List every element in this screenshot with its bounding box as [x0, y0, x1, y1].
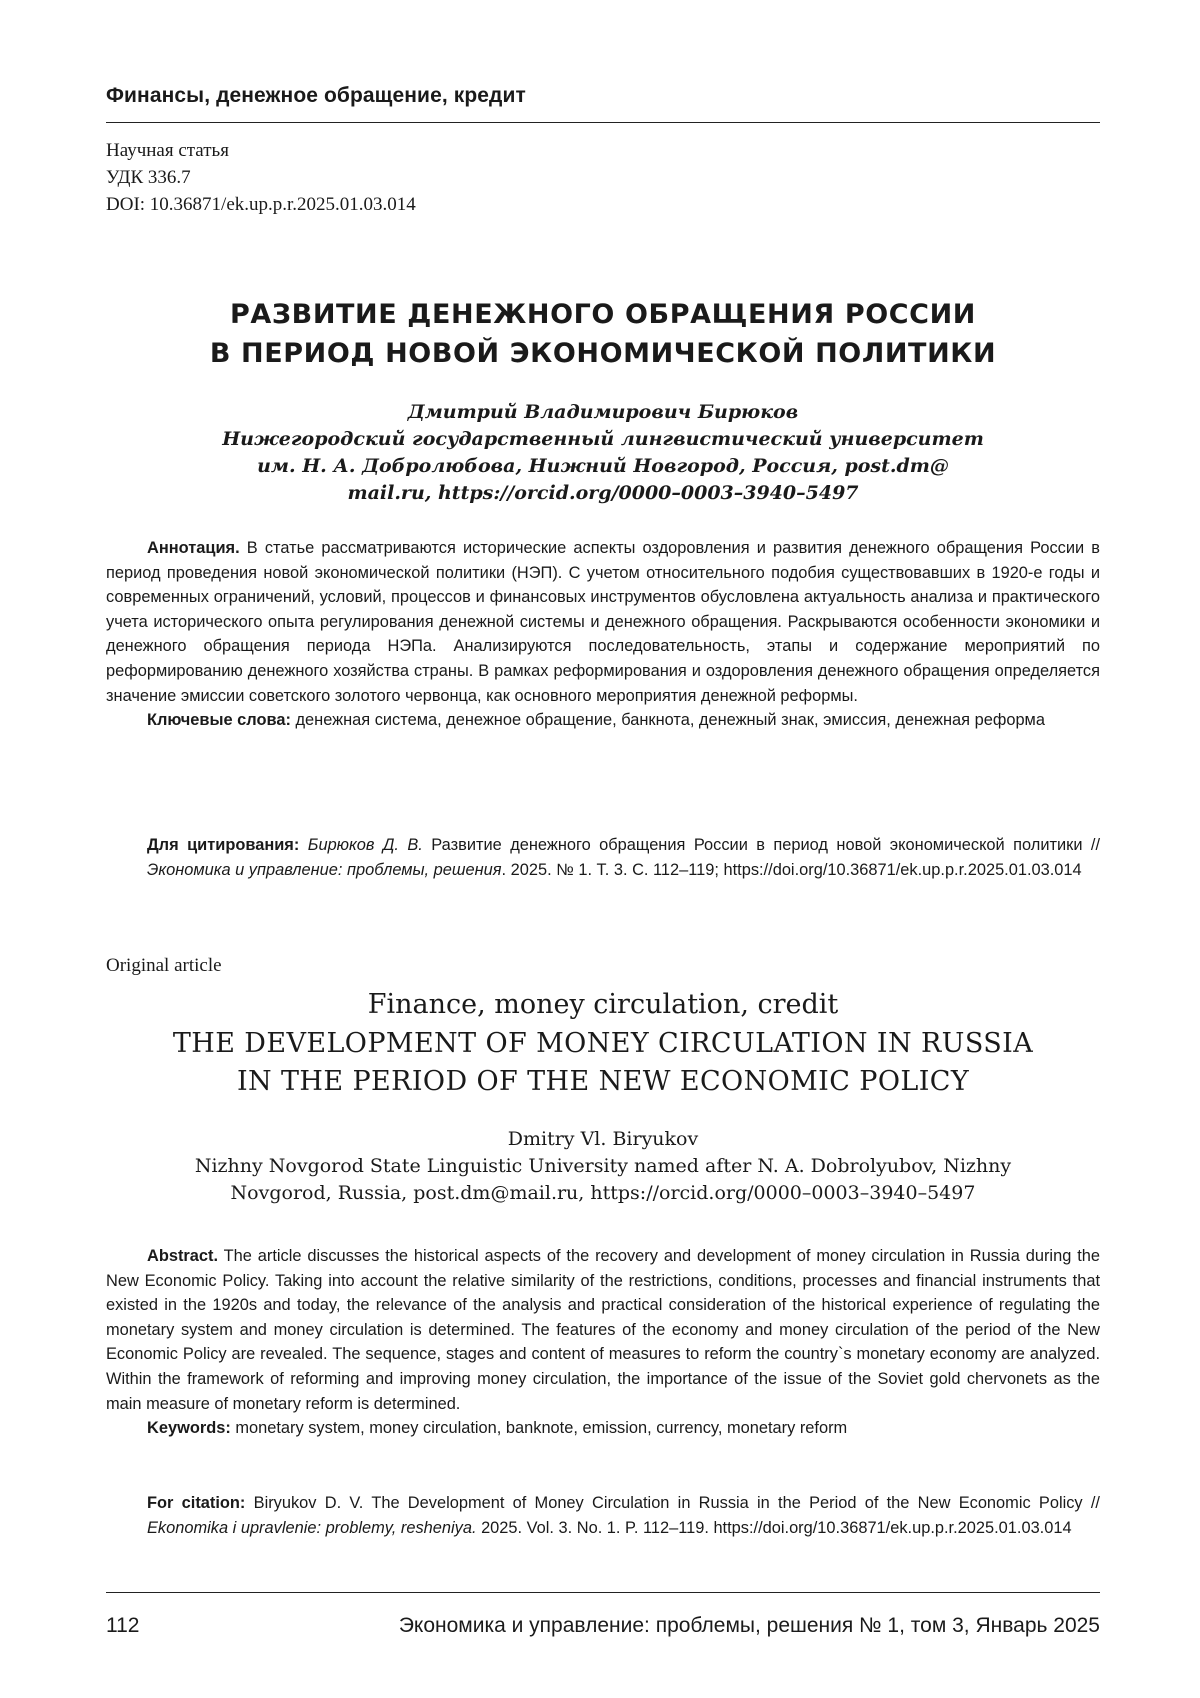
en-keywords-text: monetary system, money circulation, banknote, emission, currency, monetary reform [235, 1419, 847, 1437]
ru-abstract [106, 536, 1100, 733]
en-abstract-text: The article discusses the historical aspects of the recovery and development of money circulation in Russia during the New Economic Policy. Taking into account the relative similarity of the restrictions, conditions, processes and financial instruments that existed in the 1920s and today, the relevance of the analysis and practical consideration of the historical experience of regulating the monetary system and money circulation is determined. The features of the economy and money circulation of the period of the New Economic Policy are revealed. The sequence, stages and content of measures to reform the country`s monetary economy are analyzed. Within the framework of reforming and improving money circulation, the importance of the issue of the Soviet gold chervonets as the main measure of monetary reform is determined. [106, 1247, 1100, 1413]
en-article-title [106, 1025, 1100, 1101]
ru-citation-author: Бирюков Д. В. [308, 836, 423, 854]
en-title-line-1: THE DEVELOPMENT OF MONEY CIRCULATION IN RUSSIA [106, 1025, 1100, 1063]
en-citation-label: For citation: [147, 1494, 245, 1512]
ru-title-line-2: В ПЕРИОД НОВОЙ ЭКОНОМИЧЕСКОЙ ПОЛИТИКИ [106, 334, 1100, 373]
ru-affiliation-line-2: им. Н. А. Добролюбова, Нижний Новгород, Россия, post.dm@ [176, 453, 1030, 480]
ru-abstract-text: В статье рассматриваются исторические аспекты оздоровления и развития денежного обращения России в период проведения новой экономической политики (НЭП). С учетом относительного подобия существовавших в 1920-е годы и современных ограничений, условий, процессов и финансовых инструментов обусловлена актуальность анализа и практического учета исторического опыта регулирования денежной системы и денежного обращения. Раскрываются особенности экономики и денежного обращения периода НЭПа. Анализируются последовательность, этапы и содержание мероприятий по реформированию денежного хозяйства страны. В рамках реформирования и оздоровления денежного обращения определяется значение эмиссии советского золотого червонца, как основного мероприятия денежной реформы. [106, 539, 1100, 705]
en-citation-details: 2025. Vol. 3. No. 1. P. 112–119. https://doi.org/10.36871/ek.up.p.r.2025.01.03.014 [481, 1519, 1072, 1537]
ru-article-title [106, 295, 1100, 373]
udc-code: УДК 336.7 [106, 164, 416, 191]
ru-title-line-1: РАЗВИТИЕ ДЕНЕЖНОГО ОБРАЩЕНИЯ РОССИИ [106, 295, 1100, 334]
en-keywords-label: Keywords: [147, 1419, 231, 1437]
en-article-type: Original article [106, 955, 222, 977]
en-author-block [106, 1126, 1100, 1207]
en-citation-text: Biryukov D. V. The Development of Money Circulation in Russia in the Period of the New Economic Policy // [254, 1494, 1100, 1512]
ru-abstract-label: Аннотация. [147, 539, 240, 557]
ru-author-block [176, 399, 1030, 507]
article-type: Научная статья [106, 137, 416, 164]
en-citation-journal: Ekonomika i upravlenie: problemy, resheniya. [147, 1519, 477, 1537]
en-abstract-label: Abstract. [147, 1247, 218, 1265]
ru-affiliation-line-1: Нижегородский государственный лингвистический университет [176, 426, 1030, 453]
ru-affiliation-line-3: mail.ru, https://orcid.org/0000–0003–3940–5497 [176, 480, 1030, 507]
ru-citation-label: Для цитирования: [147, 836, 299, 854]
footer-rule [106, 1592, 1100, 1593]
ru-keywords-text: денежная система, денежное обращение, банкнота, денежный знак, эмиссия, денежная реформа [295, 711, 1044, 729]
ru-author-name: Дмитрий Владимирович Бирюков [176, 399, 1030, 426]
article-meta [106, 137, 416, 218]
page-number: 112 [106, 1614, 139, 1638]
en-affiliation-line-2: Novgorod, Russia, post.dm@mail.ru, https://orcid.org/0000–0003–3940–5497 [106, 1180, 1100, 1207]
en-title-line-2: IN THE PERIOD OF THE NEW ECONOMIC POLICY [106, 1063, 1100, 1101]
ru-citation [147, 833, 1100, 882]
section-header: Финансы, денежное обращение, кредит [106, 84, 1100, 108]
en-citation [147, 1491, 1100, 1540]
en-section-title: Finance, money circulation, credit [106, 985, 1100, 1025]
ru-keywords-label: Ключевые слова: [147, 711, 291, 729]
en-affiliation-line-1: Nizhny Novgorod State Linguistic University named after N. A. Dobrolyubov, Nizhny [106, 1153, 1100, 1180]
journal-name: Экономика и управление: проблемы, решения № 1, том 3, Январь 2025 [399, 1614, 1100, 1638]
ru-citation-title: Развитие денежного обращения России в период новой экономической политики // [431, 836, 1100, 854]
en-author-name: Dmitry Vl. Biryukov [106, 1126, 1100, 1153]
ru-citation-details: . 2025. № 1. Т. 3. С. 112–119; https://doi.org/10.36871/ek.up.p.r.2025.01.03.014 [502, 861, 1082, 879]
header-rule [106, 122, 1100, 123]
en-abstract [106, 1244, 1100, 1441]
doi: DOI: 10.36871/ek.up.p.r.2025.01.03.014 [106, 191, 416, 218]
ru-citation-journal: Экономика и управление: проблемы, решения [147, 861, 502, 879]
